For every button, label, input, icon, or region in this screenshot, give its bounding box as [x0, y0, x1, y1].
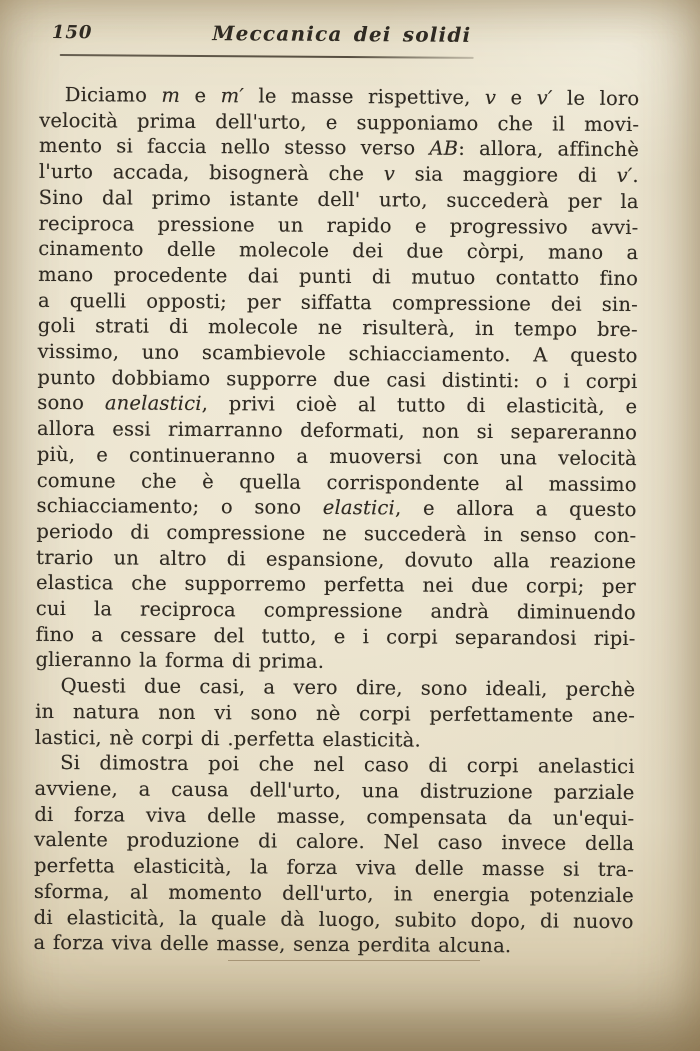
text-line: comune che è quella corrispondente al massimo: [36, 468, 637, 496]
text-line: Si dimostra poi che nel caso di corpi anelastici: [60, 751, 635, 779]
text-line: di forza viva delle masse, compensata da un'equi-: [34, 802, 635, 830]
text-line: avviene, a causa dell'urto, una distruzione parziale: [34, 776, 635, 805]
text-line: elastica che supporremo perfetta nei due corpi; per: [35, 571, 637, 599]
footer-rule: [228, 960, 480, 961]
text-line: valente produzione di calore. Nel caso invece della: [34, 828, 635, 856]
text-line: mano procedente dai punti di mutuo contatto fino: [38, 262, 639, 290]
text-line: perfetta elasticità, la forza viva delle masse si tra-: [33, 853, 635, 882]
text-line: più, e continueranno a muoversi con una velocità: [36, 442, 637, 470]
running-title: Meccanica dei solidi: [212, 21, 472, 47]
text-line: Questi due casi, a vero dire, sono ideali, perchè: [60, 674, 636, 702]
text-line: l'urto accada, bisognerà che v sia maggiore di v′.: [38, 159, 639, 188]
text-line: lastici, nè corpi di .perfetta elasticità.: [34, 725, 421, 752]
page-header: [40, 20, 644, 56]
text-line: goli strati di molecole ne risulterà, in tempo bre-: [37, 314, 638, 342]
text-line: cinamento delle molecole dei due còrpi, mano a: [38, 237, 639, 265]
text-line: glieranno la forma di prima.: [35, 648, 325, 674]
text-line: allora essi rimarranno deformati, non si separeranno: [37, 417, 638, 445]
text-line: di elasticità, la quale dà luogo, subito dopo, di nuovo: [33, 905, 634, 933]
text-line: sforma, al momento dell'urto, in energia potenziale: [33, 879, 634, 907]
header-rule: [60, 54, 474, 59]
text-line: punto dobbiamo supporre due casi distinti: o i corpi: [37, 365, 638, 393]
page-content: [33, 12, 644, 960]
text-line: periodo di compressione ne succederà in senso con-: [36, 519, 637, 548]
text-line: mento si faccia nello stesso verso AB: allora, affinchè: [38, 134, 640, 162]
page-number: 150: [51, 21, 93, 44]
text-line: vissimo, uno scambievole schiacciamento. A questo: [37, 339, 638, 368]
text-line: Sino dal primo istante dell' urto, succederà per la: [38, 185, 639, 213]
text-line: reciproca pressione un rapido e progressivo avvi-: [38, 211, 639, 239]
text-line: in natura non vi sono nè corpi perfettamente ane-: [35, 699, 636, 727]
text-line: schiacciamento; o sono elastici, e allora a questo: [36, 494, 637, 522]
page-body: [33, 82, 639, 960]
text-line: a quelli opposti; per siffatta compressione dei sin-: [37, 288, 639, 316]
text-line: fino a cessare del tutto, e i corpi separandosi ripi-: [35, 622, 636, 650]
text-line: cui la reciproca compressione andrà diminuendo: [35, 596, 636, 625]
text-line: sono anelastici, privi cioè al tutto di elasticità, e: [37, 391, 638, 419]
text-line: a forza viva delle masse, senza perdita alcuna.: [33, 931, 512, 958]
text-line: trario un altro di espansione, dovuto alla reazione: [36, 545, 637, 573]
text-line: Diciamo m e m′ le masse rispettive, v e v′ le loro: [64, 83, 640, 111]
text-line: velocità prima dell'urto, e supponiamo che il movi-: [39, 108, 640, 136]
